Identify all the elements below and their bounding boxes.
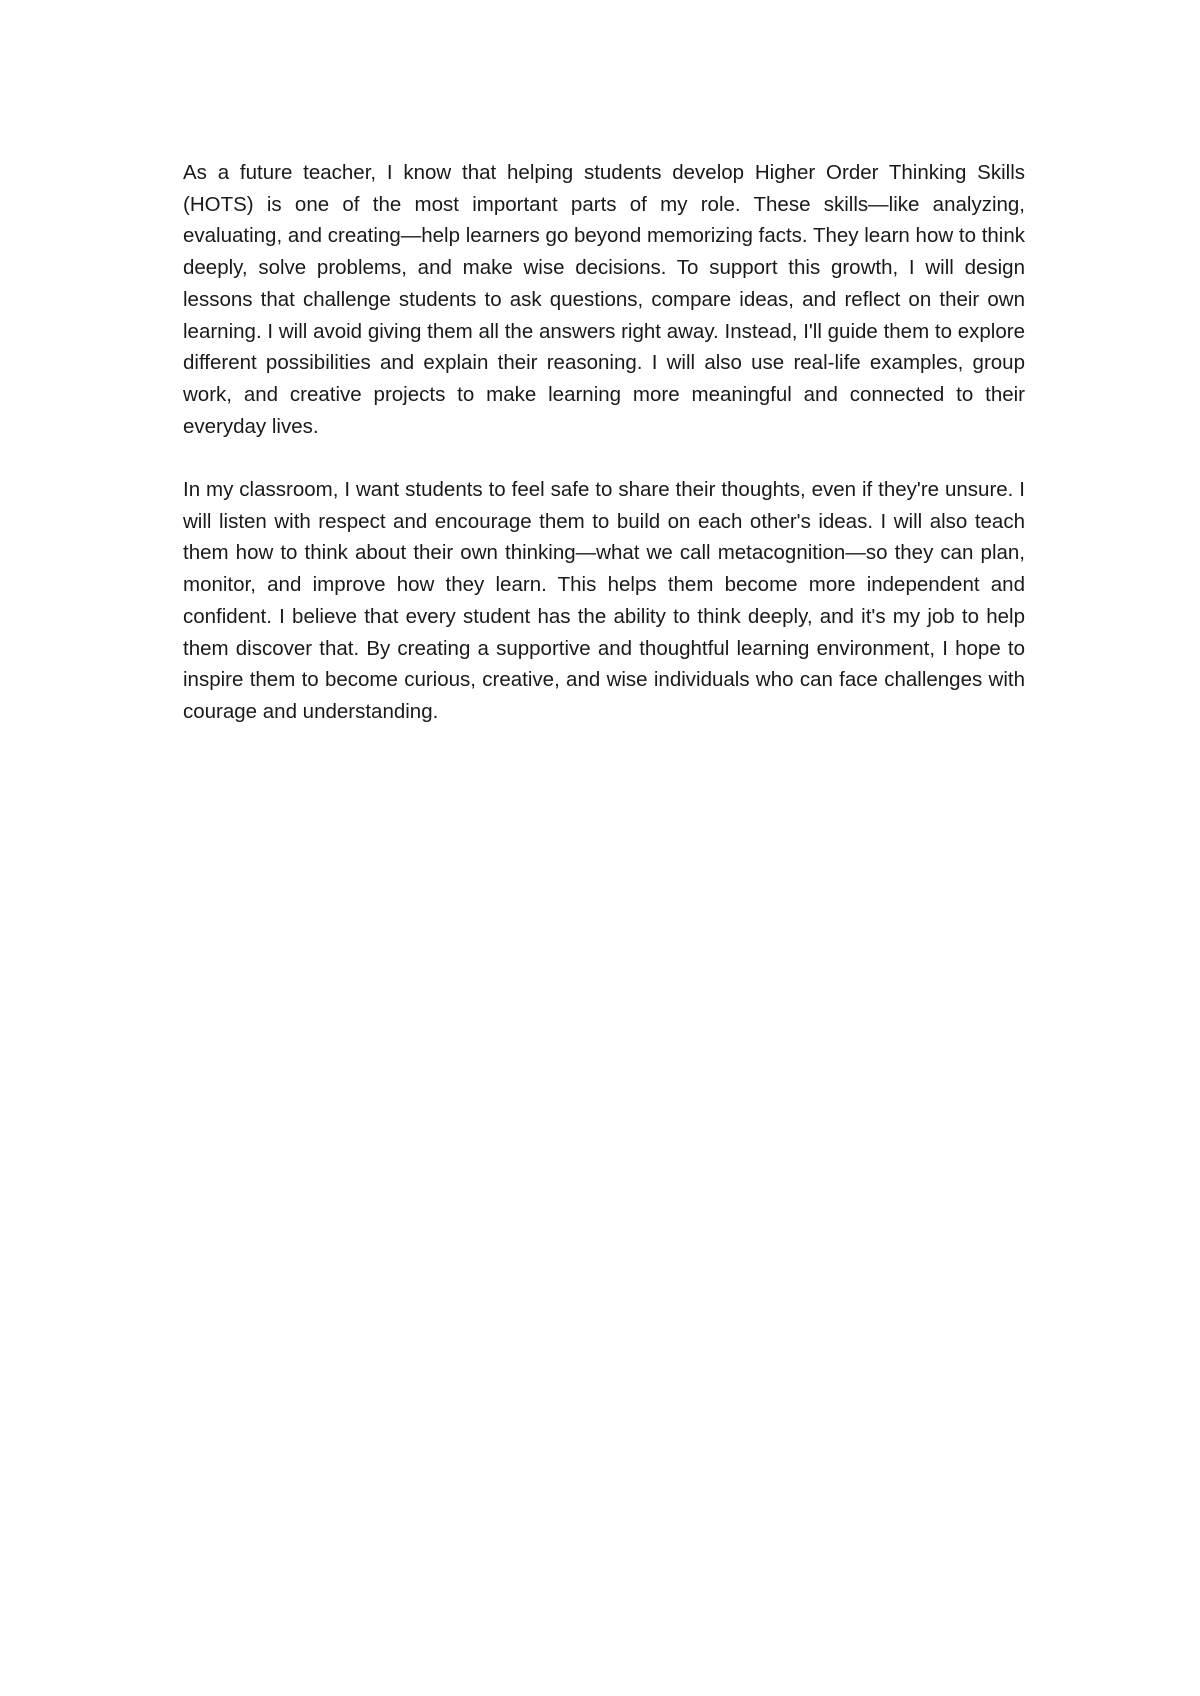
document-body (183, 157, 1025, 759)
paragraph-1: As a future teacher, I know that helping students develop Higher Order Thinking Skills (HOTS) is one of the most important parts of my role. These skills—like analyzing, evaluating, and creating—help learners go beyond memorizing facts. They learn how to think deeply, solve problems, and make wise decisions. To support this growth, I will design lessons that challenge students to ask questions, compare ideas, and reflect on their own learning. I will avoid giving them all the answers right away. Instead, I'll guide them to explore different possibilities and explain their reasoning. I will also use real-life examples, group work, and creative projects to make learning more meaningful and connected to their everyday lives. (183, 161, 1025, 438)
paragraph-2: In my classroom, I want students to feel safe to share their thoughts, even if they're unsure. I will listen with respect and encourage them to build on each other's ideas. I will also teach them how to think about their own thinking—what we call metacognition—so they can plan, monitor, and improve how they learn. This helps them become more independent and confident. I believe that every student has the ability to think deeply, and it's my job to help them discover that. By creating a supportive and thoughtful learning environment, I hope to inspire them to become curious, creative, and wise individuals who can face challenges with courage and understanding. (183, 478, 1025, 723)
